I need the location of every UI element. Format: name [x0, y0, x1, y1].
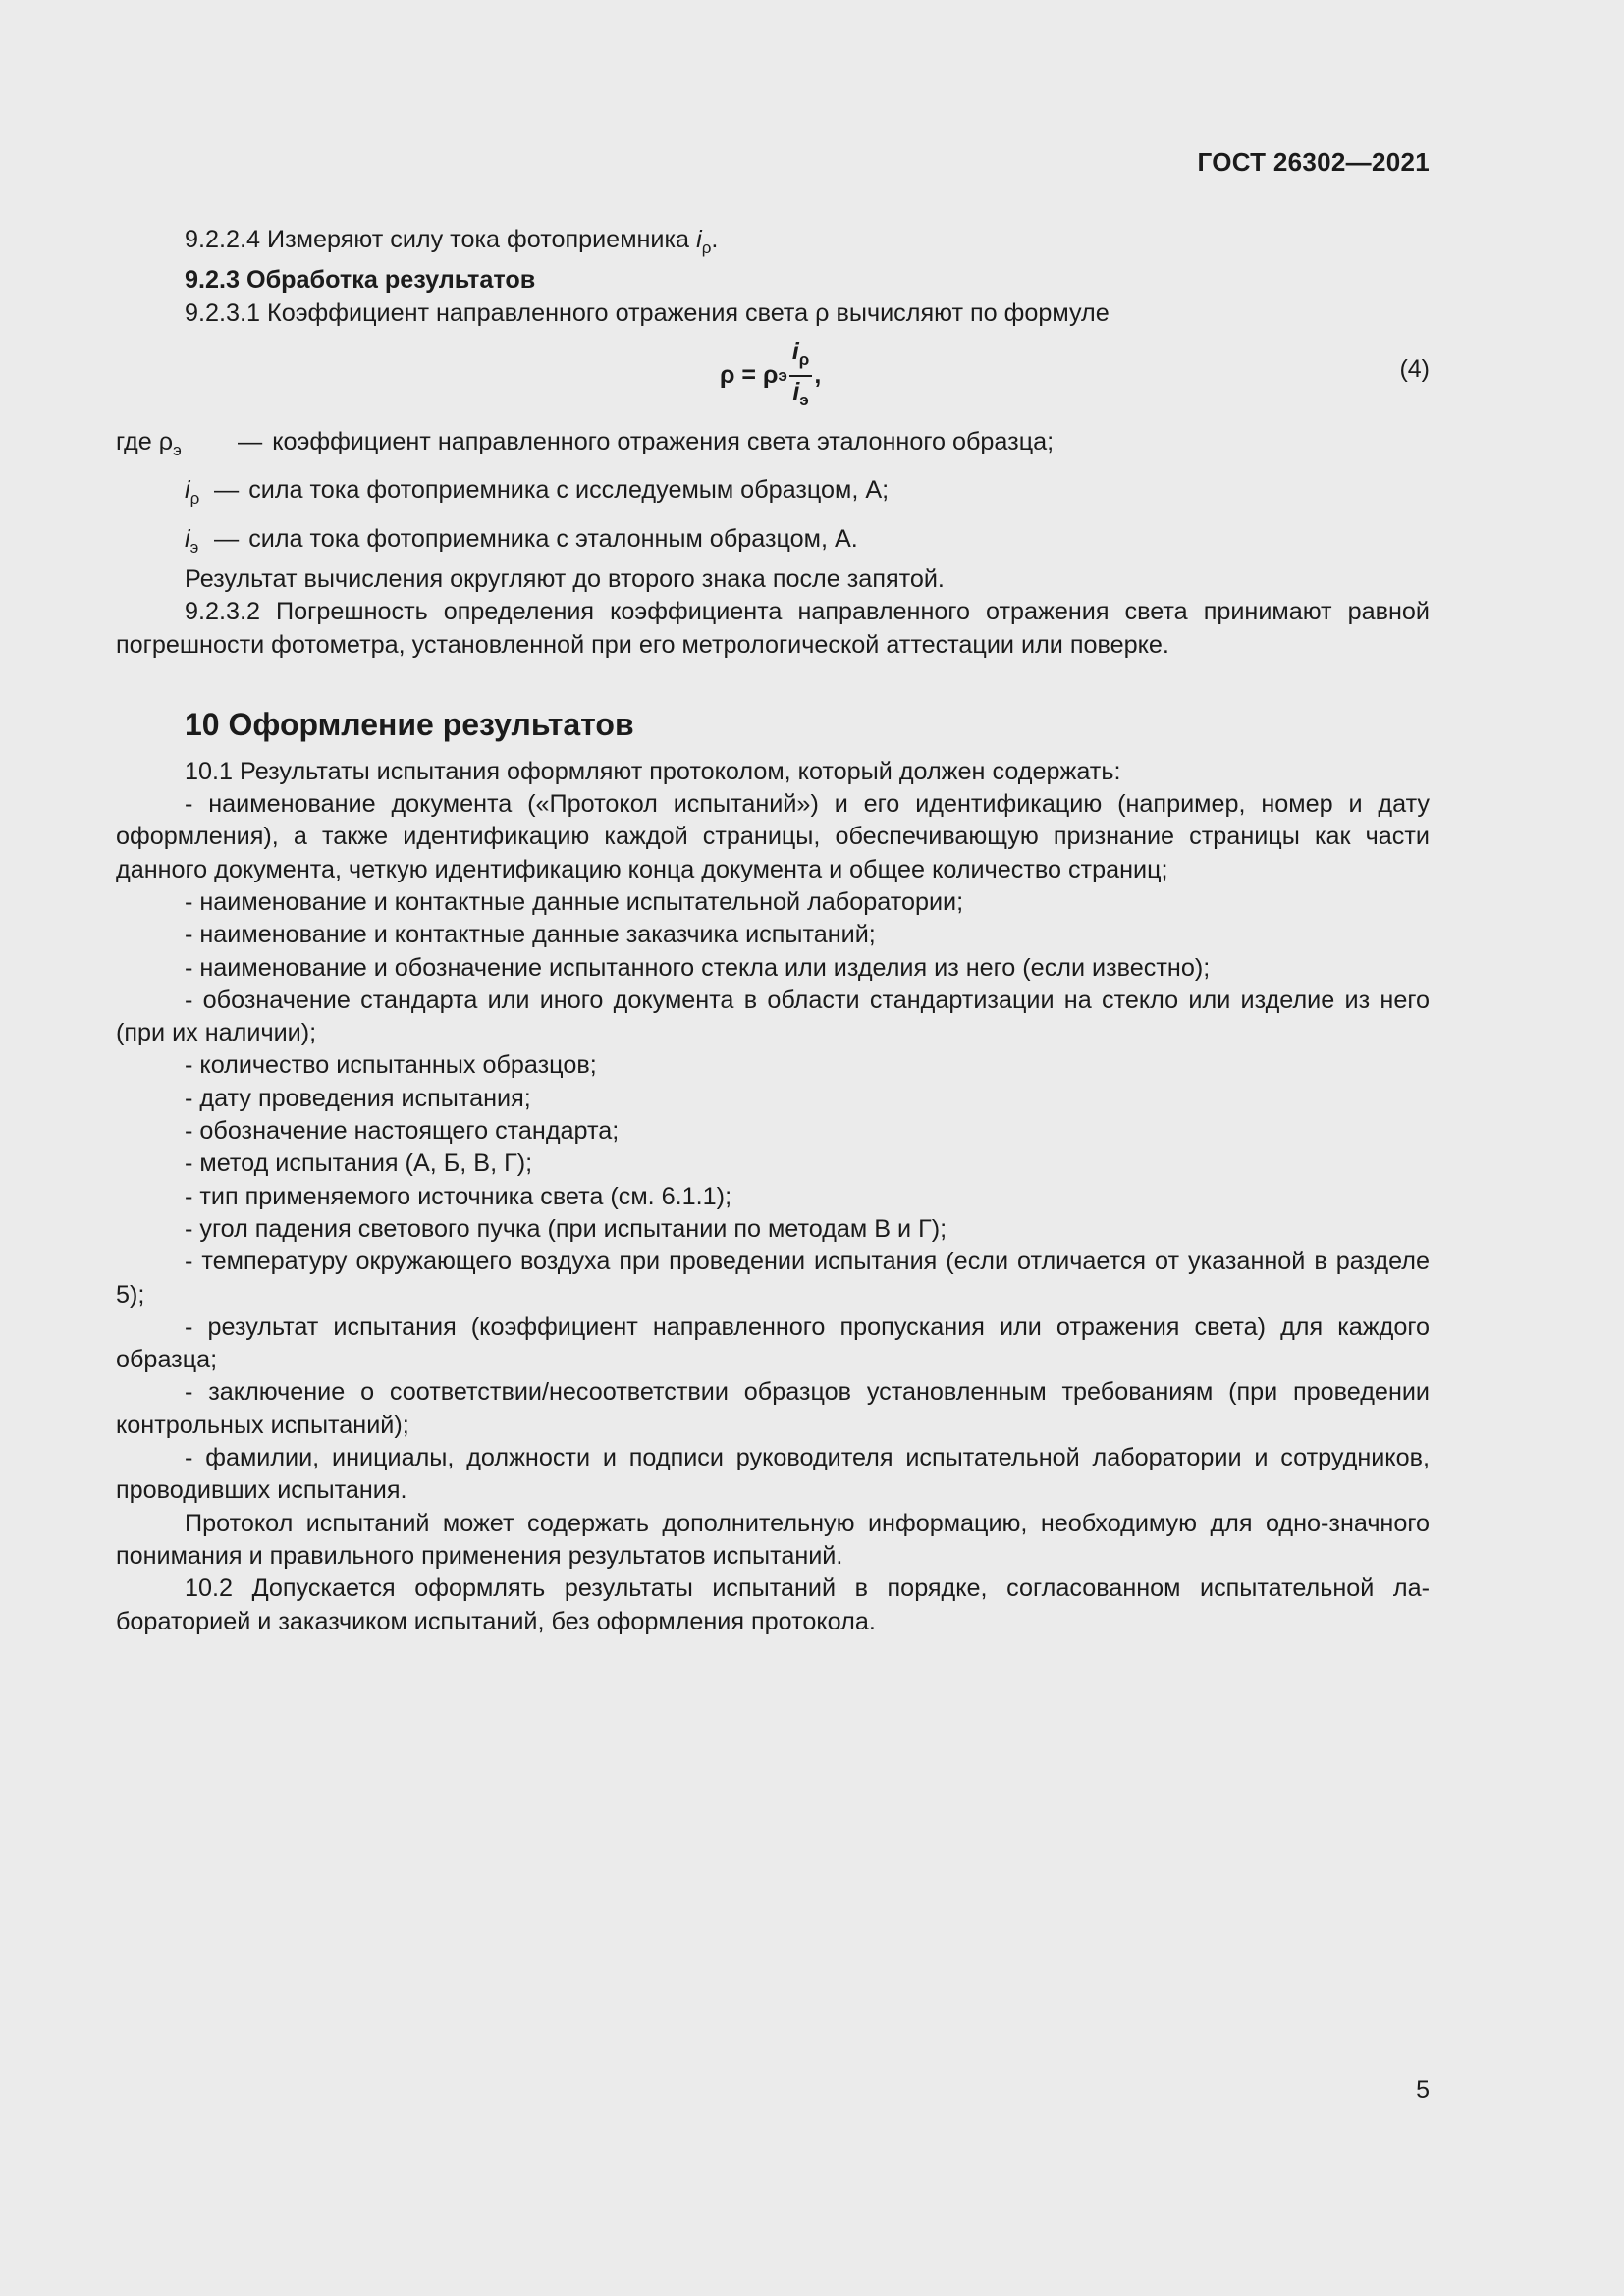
heading-9-2-3: 9.2.3 Обработка результатов: [185, 266, 536, 294]
formula-4: [720, 334, 821, 418]
list-item: - наименование и контактные данные заказчика испытаний;: [185, 921, 876, 949]
where-word: [116, 426, 185, 466]
list-item: - фамилии, инициалы, должности и подписи руководителя испытательной лаборатории и сотрудников, проводивших испытания.: [116, 1444, 1430, 1505]
list-item: - заключение о соответствии/несоответствии образцов установленным требованиям (при проведении контрольных испытаний);: [116, 1378, 1430, 1439]
definition-text: сила тока фотоприемника с исследуемым образцом, А;: [248, 476, 890, 505]
paragraph-10-1: 10.1 Результаты испытания оформляют протоколом, который должен содержать:: [185, 757, 1121, 785]
list-item: - наименование и обозначение испытанного стекла или изделия из него (если известно);: [185, 953, 1211, 982]
formula-lhs: ρ = ρ: [720, 361, 779, 390]
paragraph-9-2-2-4: [116, 224, 1430, 264]
formula-block: [116, 334, 1430, 418]
list-item: - метод испытания (А, Б, В, Г);: [185, 1149, 533, 1178]
denominator-sub: э: [799, 390, 809, 409]
paragraph-protocol: Протокол испытаний может содержать дополнительную информацию, необходимую для одно-значного понимания и правильного применения результатов испытаний.: [116, 1509, 1430, 1570]
definition-symbol: [185, 523, 212, 563]
definition-dash: —: [214, 476, 240, 505]
list-item: - наименование документа («Протокол испытаний») и его идентификацию (например, номер и дату оформления), а также идентификацию каждой страницы, обеспечивающую признание страницы как части данного документа, четкую идентификацию конца документа и общее количество страниц;: [116, 790, 1430, 883]
definition-text: сила тока фотоприемника с эталонным образцом, А.: [248, 524, 858, 553]
formula-tail: ,: [814, 361, 822, 390]
formula-fraction: [789, 337, 812, 415]
list-item: - дату проведения испытания;: [185, 1084, 531, 1112]
fraction-numerator: [789, 337, 812, 375]
definition-symbol-letter: i: [185, 524, 190, 553]
definition-text: коэффициент направленного отражения света эталонного образца;: [272, 427, 1055, 455]
definition-rho-e: [116, 426, 1430, 466]
where-word-text: где ρ: [116, 427, 174, 455]
definition-dash: —: [214, 524, 240, 553]
paragraph-9-2-3-2: 9.2.3.2 Погрешность определения коэффициента направленного отражения света принимают равной погрешности фотометра, установленной при его метрологической аттестации или поверке.: [116, 598, 1430, 659]
numerator-letter: i: [791, 337, 799, 365]
definition-symbol-letter: i: [185, 476, 190, 505]
list-item: - угол падения светового пучка (при испытании по методам В и Г);: [185, 1214, 947, 1243]
standard-designation: ГОСТ 26302—2021: [1197, 147, 1430, 177]
current-symbol-letter: i: [696, 226, 702, 253]
numerator-sub: ρ: [798, 349, 810, 369]
fraction-denominator: [789, 377, 811, 415]
page-number: 5: [1416, 2076, 1430, 2104]
where-word-sub: э: [173, 440, 182, 459]
list-item: - наименование и контактные данные испытательной лаборатории;: [185, 887, 964, 916]
current-symbol-sub: ρ: [701, 239, 712, 258]
definition-symbol-sub: ρ: [189, 489, 200, 508]
symbol-definitions: [116, 426, 1430, 563]
definition-i-e: [116, 523, 1430, 563]
definition-symbol-sub: э: [189, 537, 199, 557]
formula-lhs-sub: э: [778, 366, 787, 386]
list-item: - тип применяемого источника света (см. 6.1.1);: [185, 1182, 732, 1210]
list-item: - обозначение настоящего стандарта;: [185, 1117, 620, 1146]
list-item: - количество испытанных образцов;: [185, 1051, 597, 1080]
list-item: - результат испытания (коэффициент направленного пропускания или отражения света) для каждого образца;: [116, 1312, 1430, 1374]
paragraph-9-2-2-4-end: .: [711, 226, 719, 253]
current-symbol: [696, 226, 712, 258]
page-body: [116, 224, 1430, 1638]
denominator-letter: i: [792, 377, 800, 405]
list-item: - обозначение стандарта или иного документа в области стандартизации на стекло или изделие из него (при их наличии);: [116, 986, 1430, 1047]
section-10-title: 10 Оформление результатов: [185, 706, 634, 742]
equation-number: (4): [1399, 354, 1430, 383]
definition-symbol: [185, 474, 212, 514]
definition-dash: —: [238, 427, 263, 455]
paragraph-9-2-3-1: 9.2.3.1 Коэффициент направленного отражения света ρ вычисляют по формуле: [185, 298, 1110, 327]
paragraph-9-2-2-4-text: 9.2.2.4 Измеряют силу тока фотоприемника: [185, 226, 697, 253]
paragraph-10-2: 10.2 Допускается оформлять результаты испытаний в порядке, согласованном испытательной ла-бораторией и заказчиком испытаний, без оформления протокола.: [116, 1575, 1430, 1635]
definition-i-rho: [116, 474, 1430, 514]
list-item: - температуру окружающего воздуха при проведении испытания (если отличается от указанной в разделе 5);: [116, 1248, 1430, 1308]
paragraph-rounding: Результат вычисления округляют до второго знака после запятой.: [185, 564, 945, 593]
